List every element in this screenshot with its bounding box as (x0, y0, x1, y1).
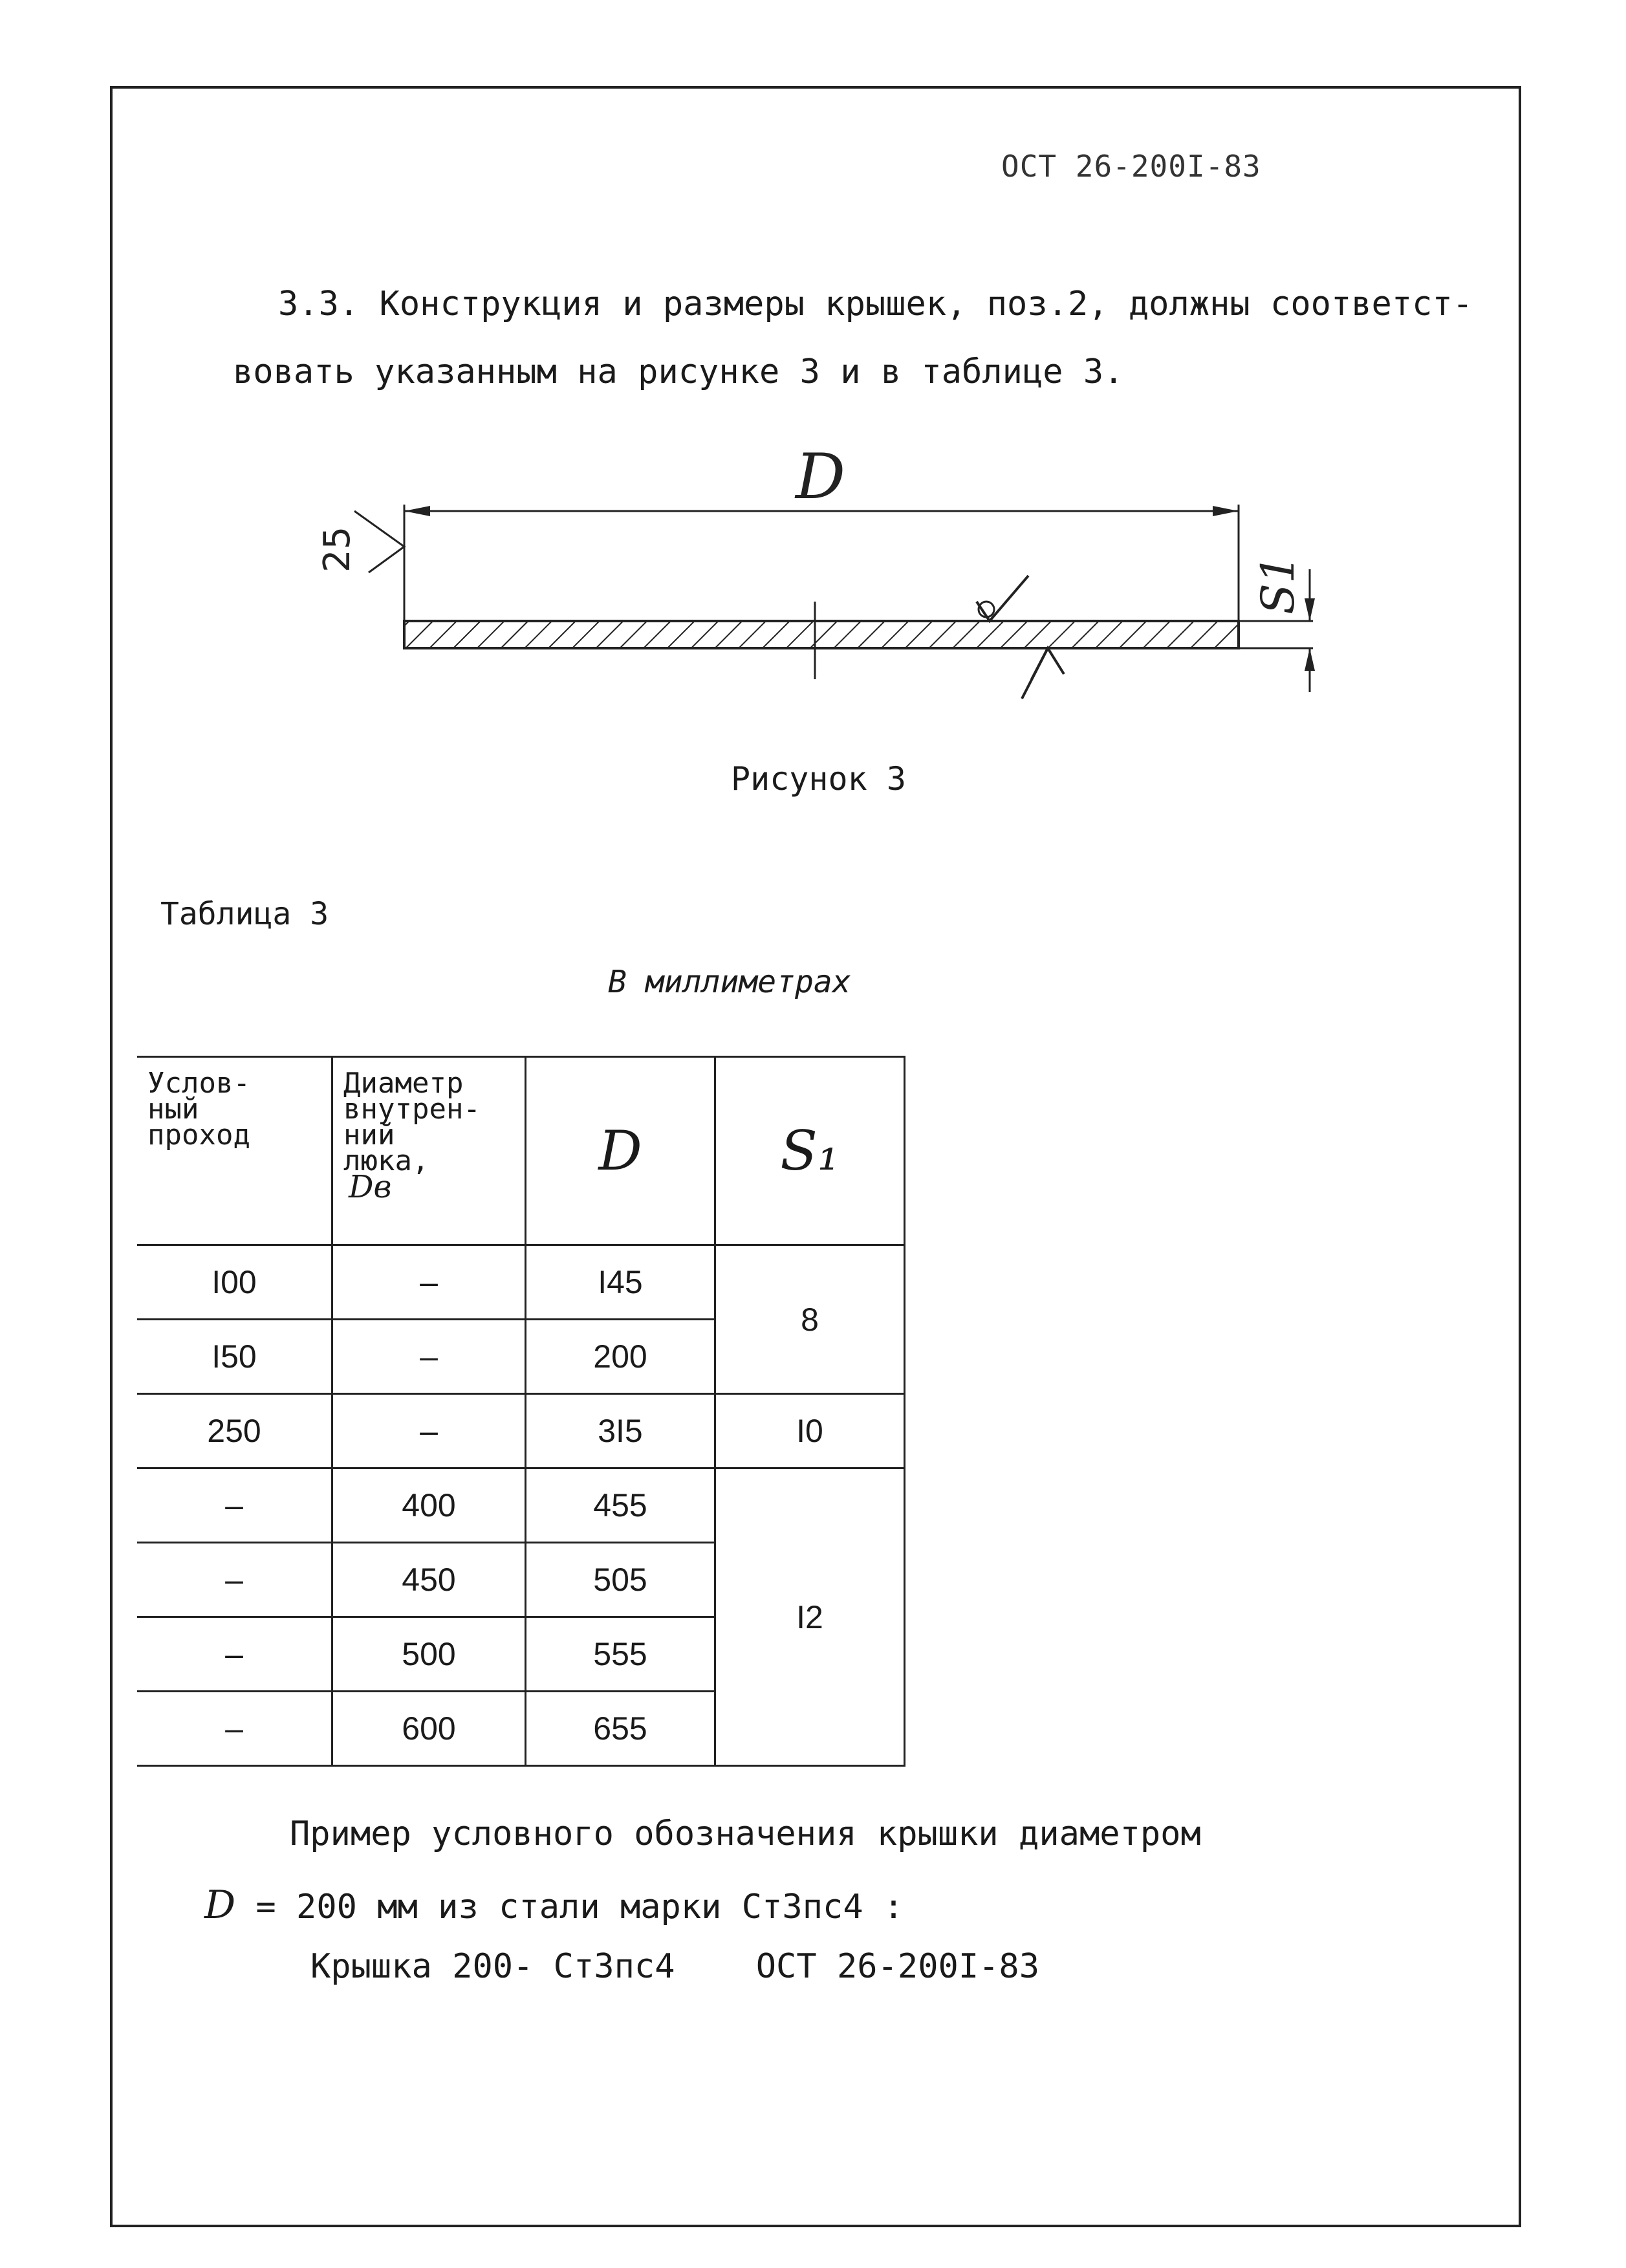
cell-du: I00 (137, 1245, 332, 1320)
cell-s1: I0 (715, 1394, 905, 1468)
cell-du: – (137, 1468, 332, 1543)
cover-drawing (304, 440, 1352, 712)
dim-label-D: D (796, 441, 845, 513)
cell-dv: 450 (332, 1543, 526, 1617)
cell-dv: – (332, 1394, 526, 1468)
cell-d: I45 (526, 1245, 715, 1320)
cell-d: 200 (526, 1320, 715, 1394)
cell-du: 250 (137, 1394, 332, 1468)
header-S1: S₁ (715, 1057, 905, 1245)
dim-label-S1: S1 (1252, 554, 1305, 615)
table-row (137, 1468, 905, 1543)
table-row (137, 1245, 905, 1320)
table-units: В миллиметрах (608, 964, 851, 1000)
roughness-value: 25 (316, 526, 358, 572)
intro-line-1: 3.3. Конструкция и размеры крышек, поз.2, должны соответст- (278, 285, 1473, 323)
intro-line-2: вовать указанным на рисунке 3 и в таблице 3. (233, 353, 1124, 391)
cover-plate-section (404, 621, 1239, 648)
cell-d: 555 (526, 1617, 715, 1692)
arrow-right (1213, 506, 1239, 516)
thickness-arrow-top (1305, 598, 1315, 621)
example-line-2 (204, 1882, 904, 1928)
header-inner-diameter: Диаметр внутрен- ний люка, Dв (332, 1057, 526, 1245)
example-line-1: Пример условного обозначения крышки диаметром (290, 1815, 1201, 1853)
cell-d: 505 (526, 1543, 715, 1617)
cell-du: – (137, 1692, 332, 1766)
example-line-2-text: = 200 мм из стали марки Ст3пс4 : (255, 1888, 904, 1926)
cell-du: – (137, 1543, 332, 1617)
cell-dv: – (332, 1245, 526, 1320)
cell-dv: 400 (332, 1468, 526, 1543)
example-D-symbol: D (204, 1882, 236, 1928)
cell-du: I50 (137, 1320, 332, 1394)
cell-dv: – (332, 1320, 526, 1394)
arrow-left (404, 506, 430, 516)
cell-dv: 500 (332, 1617, 526, 1692)
example-designation: Крышка 200- Ст3пс4 ОСТ 26-200I-83 (310, 1947, 1040, 1986)
thickness-arrow-bottom (1305, 648, 1315, 671)
weld-mark-top (977, 576, 1028, 621)
table-row (137, 1394, 905, 1468)
document-code: ОСТ 26-200I-83 (1001, 149, 1261, 184)
cell-s1: 8 (715, 1245, 905, 1394)
table-label: Таблица 3 (160, 896, 329, 932)
cell-d: 3I5 (526, 1394, 715, 1468)
cell-d: 455 (526, 1468, 715, 1543)
cell-du: – (137, 1617, 332, 1692)
cell-d: 655 (526, 1692, 715, 1766)
roughness-mark (354, 511, 404, 572)
weld-mark-bottom (1032, 648, 1064, 679)
cell-s1: I2 (715, 1468, 905, 1766)
dimensions-table (137, 1056, 905, 1767)
table-header-row (137, 1057, 905, 1245)
header-nominal-passage: Услов- ный проход (137, 1057, 332, 1245)
header-dv-symbol: Dв (349, 1169, 392, 1205)
cell-dv: 600 (332, 1692, 526, 1766)
header-D: D (526, 1057, 715, 1245)
figure-caption: Рисунок 3 (731, 760, 906, 798)
